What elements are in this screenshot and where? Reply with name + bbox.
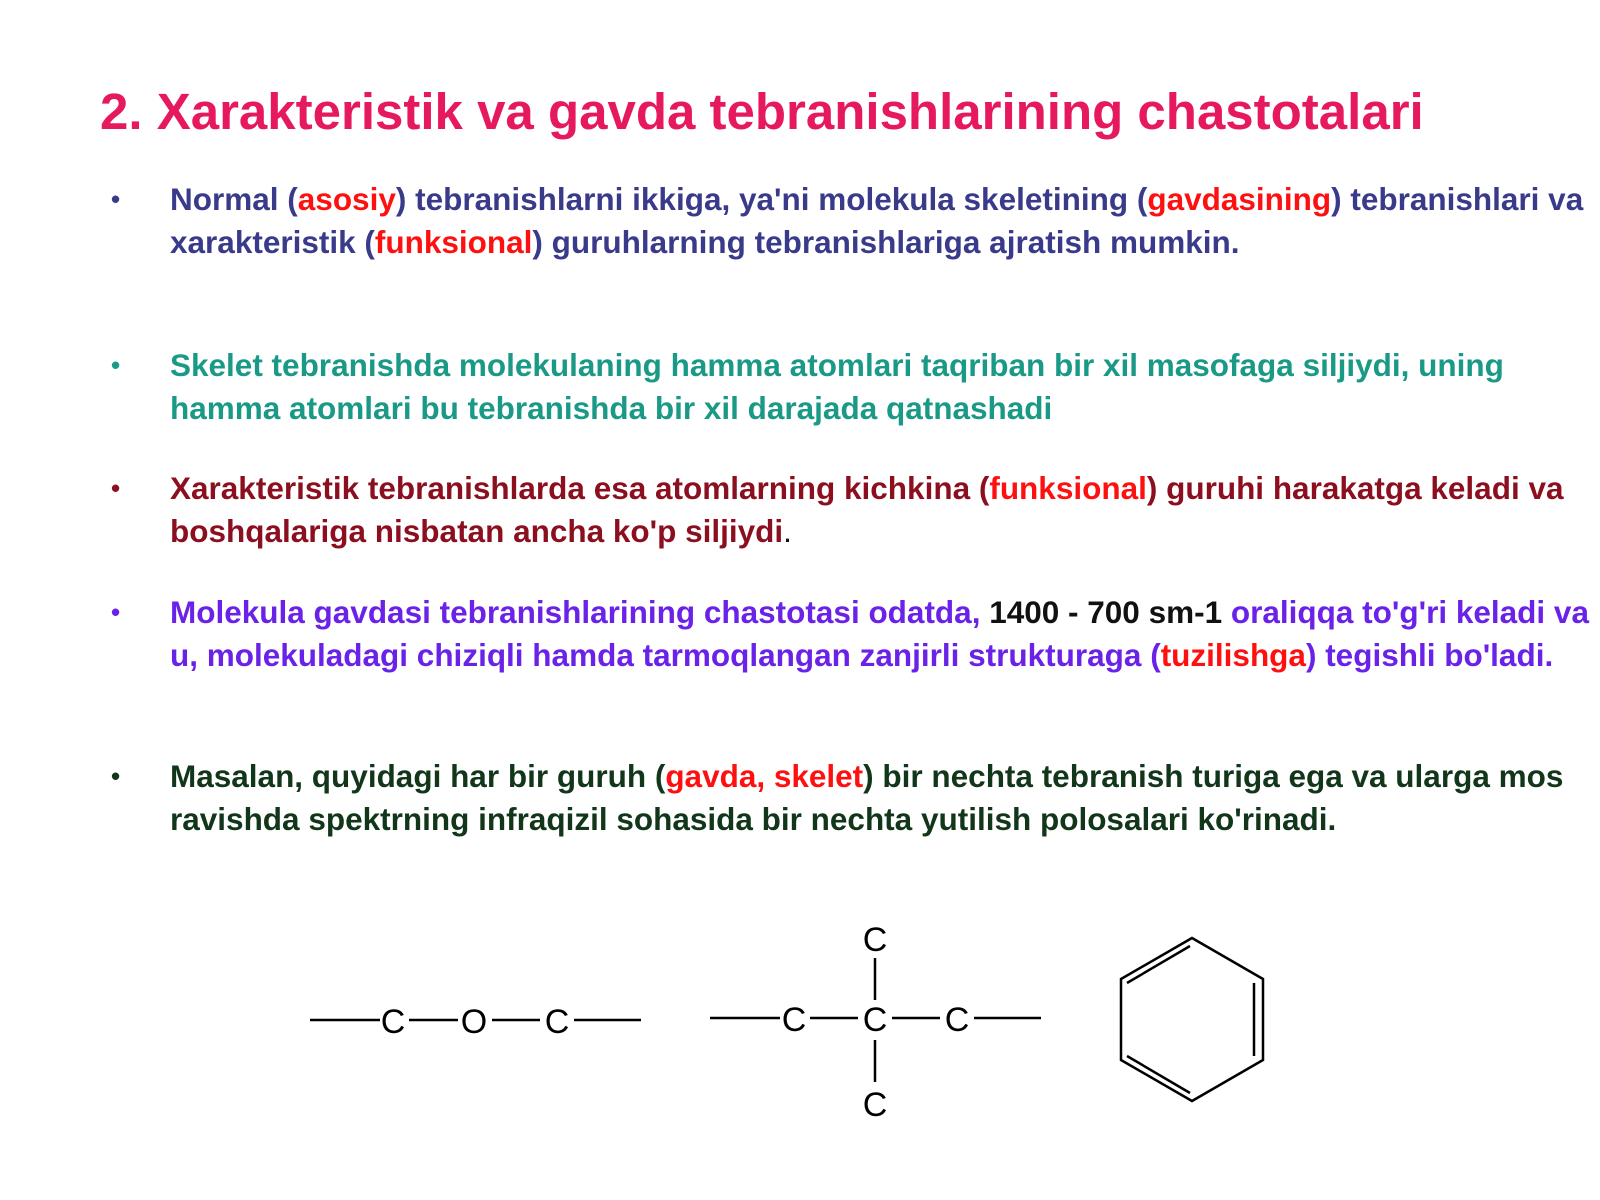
- bullet-segment: funksional: [374, 223, 533, 260]
- ether-structure: [310, 1003, 641, 1041]
- bullet-segment: ) bir nechta tebranish turiga ega va ularga mos ravishda spektrning infraqizil sohasida bir nechta yutilish polosalari ko'rinadi.: [170, 758, 1564, 837]
- ether-atom-1: C: [380, 1003, 406, 1041]
- bullet-segment: tuzilishga: [1160, 636, 1306, 673]
- bullet-dot: •: [111, 184, 121, 214]
- benzene-double-bond: [1127, 1056, 1190, 1093]
- bullet-segment: .: [783, 512, 792, 549]
- bullet-segment: gavda, skelet: [665, 758, 864, 794]
- bullet-dot: •: [111, 761, 121, 791]
- bullet-dot: •: [111, 473, 121, 503]
- ether-atom-3: C: [544, 1003, 570, 1041]
- bullet-segment: ) guruhlarning tebranishlariga ajratish mumkin.: [532, 223, 1240, 260]
- branched-atom-top: C: [862, 921, 888, 959]
- benzene-ring-icon: [1121, 938, 1263, 1101]
- bullet-segment: Masalan, quyidagi har bir guruh (: [170, 758, 666, 794]
- bullet-segment: gavdasining: [1147, 181, 1332, 217]
- bullet-dot: •: [111, 350, 121, 380]
- branched-structure: [710, 921, 1041, 1124]
- bullet-segment: Skelet tebranishda molekulaning hamma atomlari taqriban bir xil masofaga siljiydi, uning hamma atomlari bu tebranishda bir xil darajada qatnashadi: [170, 347, 1504, 426]
- branched-atom-right: C: [944, 1001, 970, 1039]
- bullet-segment: Normal (: [170, 181, 298, 217]
- branched-atom-left: C: [781, 1001, 807, 1039]
- bullet-segment: Molekula gavdasi tebranishlarining chastotasi odatda,: [170, 594, 990, 630]
- bullet-segment: funksional: [989, 470, 1147, 506]
- bullet-segment: Xarakteristik tebranishlarda esa atomlarning kichkina (: [170, 470, 990, 506]
- bullet-segment: oraliqqa to'g'ri keladi va u, molekuladagi chiziqli hamda tarmoqlangan zanjirli strukturaga (: [170, 594, 1589, 673]
- bullet-segment: ) tebranishlari va xarakteristik (: [170, 181, 1584, 260]
- branched-atom-center: C: [862, 1001, 888, 1039]
- bullet-segment: asosiy: [297, 181, 396, 217]
- benzene-double-bond: [1127, 946, 1190, 983]
- bullet-segment: ) guruhi harakatga keladi va boshqalariga nisbatan ancha ko'p siljiydi: [170, 470, 1564, 549]
- branched-atom-bottom: C: [862, 1086, 888, 1124]
- bullet-segment: ) tegishli bo'ladi.: [1305, 636, 1554, 673]
- slide-title: 2. Xarakteristik va gavda tebranishlarining chastotalari: [100, 83, 1424, 140]
- ether-atom-2: O: [460, 1003, 488, 1041]
- bullet-segment: ) tebranishlarni ikkiga, ya'ni molekula skeletining (: [395, 181, 1148, 217]
- bullet-dot: •: [111, 597, 121, 627]
- bullet-segment: 1400 - 700 sm-1: [989, 594, 1223, 630]
- benzene-outer-ring: [1121, 938, 1263, 1101]
